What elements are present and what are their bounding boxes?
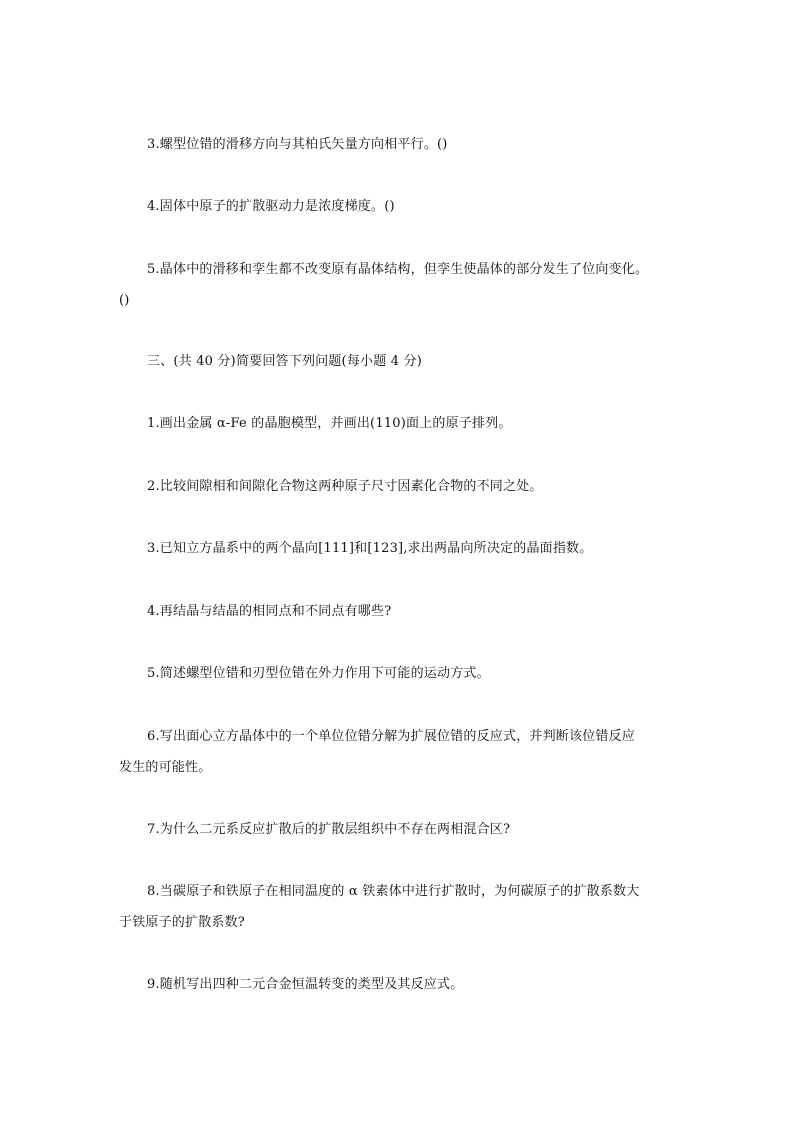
paragraph-line: 9.随机写出四种二元合金恒温转变的类型及其反应式。 (147, 977, 464, 992)
paragraph-line: 于铁原子的扩散系数? (119, 915, 245, 930)
paragraph-line: 5.晶体中的滑移和孪生都不改变原有晶体结构，但孪生使晶体的部分发生了位向变化。 (147, 262, 649, 277)
paragraph-line: 8.当碳原子和铁原子在相同温度的 α 铁素体中进行扩散时，为何碳原子的扩散系数大 (147, 884, 640, 899)
question-5 (119, 658, 679, 689)
paragraph-line: 4.再结晶与结晶的相同点和不同点有哪些? (147, 604, 392, 619)
paragraph-line: 6.写出面心立方晶体中的一个单位位错分解为扩展位错的反应式，并判断该位错反应 (147, 729, 636, 744)
paragraph-line: 7.为什么二元系反应扩散后的扩散层组织中不存在两相混合区? (147, 822, 511, 837)
question-6 (119, 721, 679, 783)
section-heading-text: 三、(共 40 分)简要回答下列问题(每小题 4 分) (147, 354, 423, 369)
true-false-item-5 (119, 254, 679, 316)
paragraph-line: 2.比较间隙相和间隙化合物这两种原子尺寸因素化合物的不同之处。 (147, 479, 543, 494)
question-9 (119, 969, 679, 1000)
question-2 (119, 471, 679, 502)
true-false-item-3 (119, 129, 679, 160)
paragraph-line: 4.固体中原子的扩散驱动力是浓度梯度。() (147, 199, 395, 214)
paragraph-line: 发生的可能性。 (119, 760, 212, 775)
question-3 (119, 533, 679, 564)
section-3-heading (119, 346, 679, 377)
question-8 (119, 876, 679, 938)
paragraph-line: 1.画出金属 α-Fe 的晶胞模型，并画出(110)面上的原子排列。 (147, 416, 512, 431)
paragraph-line: 3.螺型位错的滑移方向与其柏氏矢量方向相平行。() (147, 137, 448, 152)
paragraph-line: () (119, 293, 130, 308)
paragraph-line: 3.已知立方晶系中的两个晶向[111]和[123],求出两晶向所决定的晶面指数。 (147, 541, 593, 556)
question-1 (119, 408, 679, 439)
question-7 (119, 814, 679, 845)
question-4 (119, 596, 679, 627)
paragraph-line: 5.简述螺型位错和刃型位错在外力作用下可能的运动方式。 (147, 666, 490, 681)
true-false-item-4 (119, 191, 679, 222)
